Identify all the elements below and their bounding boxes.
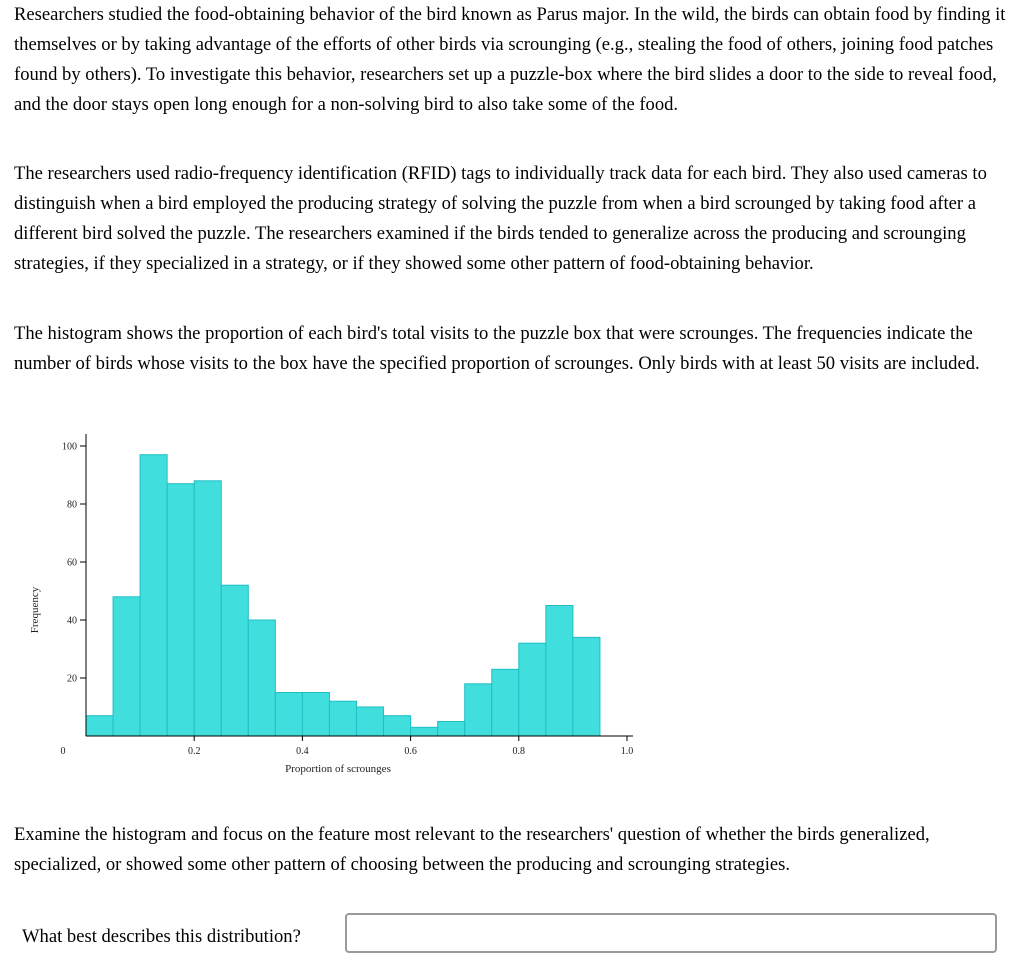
- histogram: [0, 420, 660, 790]
- intro-paragraph-3: The histogram shows the proportion of each bird's total visits to the puzzle box that were scrounges. The frequencies indicate the number of birds whose visits to the box have the specified proportion of scrounges. Only birds with at least 50 visits are included.: [14, 323, 980, 374]
- x-tick-label: 0.8: [512, 746, 526, 757]
- y-tick-label: 40: [67, 615, 77, 627]
- histogram-bar: [384, 716, 411, 736]
- answer-input[interactable]: [345, 913, 997, 953]
- instruction-paragraph: Examine the histogram and focus on the feature most relevant to the researchers' question of whether the birds generalized, specialized, or showed some other pattern of choosing between the producing and scrounging strategies.: [14, 824, 930, 875]
- x-axis-title: Proportion of scrounges: [285, 763, 391, 775]
- x-tick-label: 0.4: [296, 746, 309, 757]
- y-tick-label: 100: [62, 441, 77, 453]
- histogram-bar: [465, 684, 492, 736]
- x-tick-label: 0.2: [187, 746, 201, 757]
- histogram-bar: [140, 455, 167, 736]
- intro-paragraph-2: The researchers used radio-frequency identification (RFID) tags to individually track data for each bird. They also used cameras to distinguish when a bird employed the producing strategy of solving the puzzle from when a bird scrounged by taking food after a different bird solved the puzzle. The researchers examined if the birds tended to generalize across the producing and scrounging strategies, if they specialized in a strategy, or if they showed some other pattern of food-obtaining behavior.: [14, 163, 987, 274]
- histogram-bar: [194, 481, 221, 736]
- y-tick-label: 80: [67, 499, 77, 511]
- histogram-bar: [86, 716, 113, 736]
- histogram-bar: [573, 637, 600, 736]
- histogram-bar: [357, 707, 384, 736]
- x-tick-label: 0.6: [404, 746, 417, 757]
- histogram-bar: [221, 585, 248, 736]
- question-label: What best describes this distribution?: [22, 926, 301, 947]
- histogram-bar: [519, 643, 546, 736]
- y-tick-label: 20: [67, 673, 77, 685]
- histogram-bar: [275, 693, 302, 737]
- histogram-bar: [411, 727, 438, 736]
- y-axis-title: Frequency: [29, 586, 41, 634]
- histogram-bar: [248, 620, 275, 736]
- intro-paragraph-1: Researchers studied the food-obtaining behavior of the bird known as Parus major. In the wild, the birds can obtain food by finding it themselves or by taking advantage of the efforts of other birds via scrounging (e.g., stealing the food of others, joining food patches found by others). To investigate this behavior, researchers set up a puzzle-box where the bird slides a door to the side to reveal food, and the door stays open long enough for a non-solving bird to also take some of the food.: [14, 4, 1006, 115]
- histogram-bar: [167, 484, 194, 736]
- histogram-bar: [438, 722, 465, 737]
- histogram-bars: [86, 455, 600, 736]
- x-tick-label: 1.0: [620, 746, 634, 757]
- histogram-bar: [546, 606, 573, 737]
- x-tick-label: 0: [60, 746, 66, 757]
- y-tick-label: 60: [67, 557, 77, 569]
- histogram-bar: [113, 597, 140, 736]
- histogram-bar: [329, 701, 356, 736]
- histogram-bar: [492, 669, 519, 736]
- histogram-bar: [302, 693, 329, 737]
